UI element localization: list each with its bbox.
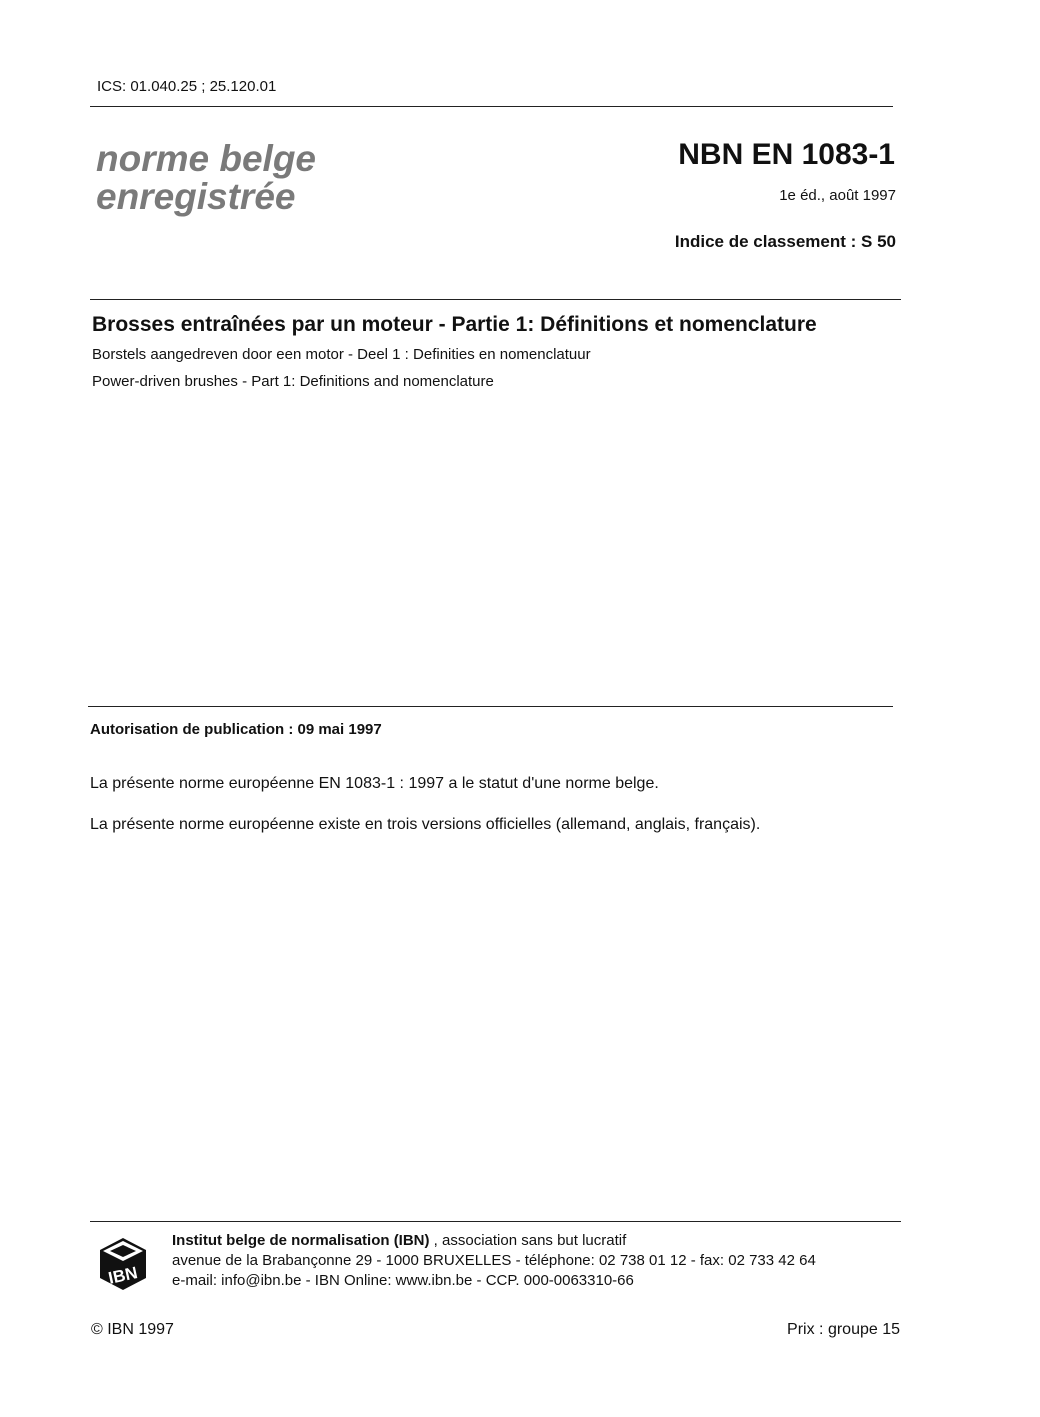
header-rule	[90, 106, 893, 107]
institute-line	[172, 1232, 626, 1249]
institute-name: Institut belge de normalisation (IBN)	[172, 1232, 430, 1249]
title-french: Brosses entraînées par un moteur - Partie 1: Définitions et nomenclature	[92, 313, 817, 336]
brand-line-1: norme belge	[96, 138, 316, 179]
price-group: Prix : groupe 15	[787, 1321, 900, 1338]
body-rule	[88, 706, 893, 707]
institute-contact: e-mail: info@ibn.be - IBN Online: www.ibn.be - CCP. 000-0063310-66	[172, 1272, 634, 1289]
publication-authorization: Autorisation de publication : 09 mai 1997	[90, 721, 382, 738]
footer-rule	[90, 1221, 901, 1222]
status-paragraph: La présente norme européenne EN 1083-1 : 1997 a le statut d'une norme belge.	[90, 775, 659, 792]
brand-line-2: enregistrée	[96, 176, 296, 217]
classification-index: Indice de classement : S 50	[674, 232, 896, 251]
standard-number: NBN EN 1083-1	[678, 138, 895, 171]
institute-address: avenue de la Brabançonne 29 - 1000 BRUXELLES - téléphone: 02 738 01 12 - fax: 02 733 42 64	[172, 1252, 816, 1269]
ibn-logo-text: IBN	[106, 1263, 140, 1288]
versions-paragraph: La présente norme européenne existe en trois versions officielles (allemand, anglais, français).	[90, 816, 761, 833]
brand-title	[96, 140, 316, 216]
copyright: © IBN 1997	[91, 1321, 174, 1338]
title-dutch: Borstels aangedreven door een motor - Deel 1 : Definities en nomenclatuur	[92, 346, 591, 363]
ics-code: ICS: 01.040.25 ; 25.120.01	[97, 78, 277, 95]
edition-date: 1e éd., août 1997	[779, 187, 896, 204]
institute-suffix: , association sans but lucratif	[429, 1232, 627, 1249]
title-english: Power-driven brushes - Part 1: Definitions and nomenclature	[92, 373, 494, 390]
ibn-logo-icon	[98, 1236, 148, 1292]
title-rule	[90, 299, 901, 300]
